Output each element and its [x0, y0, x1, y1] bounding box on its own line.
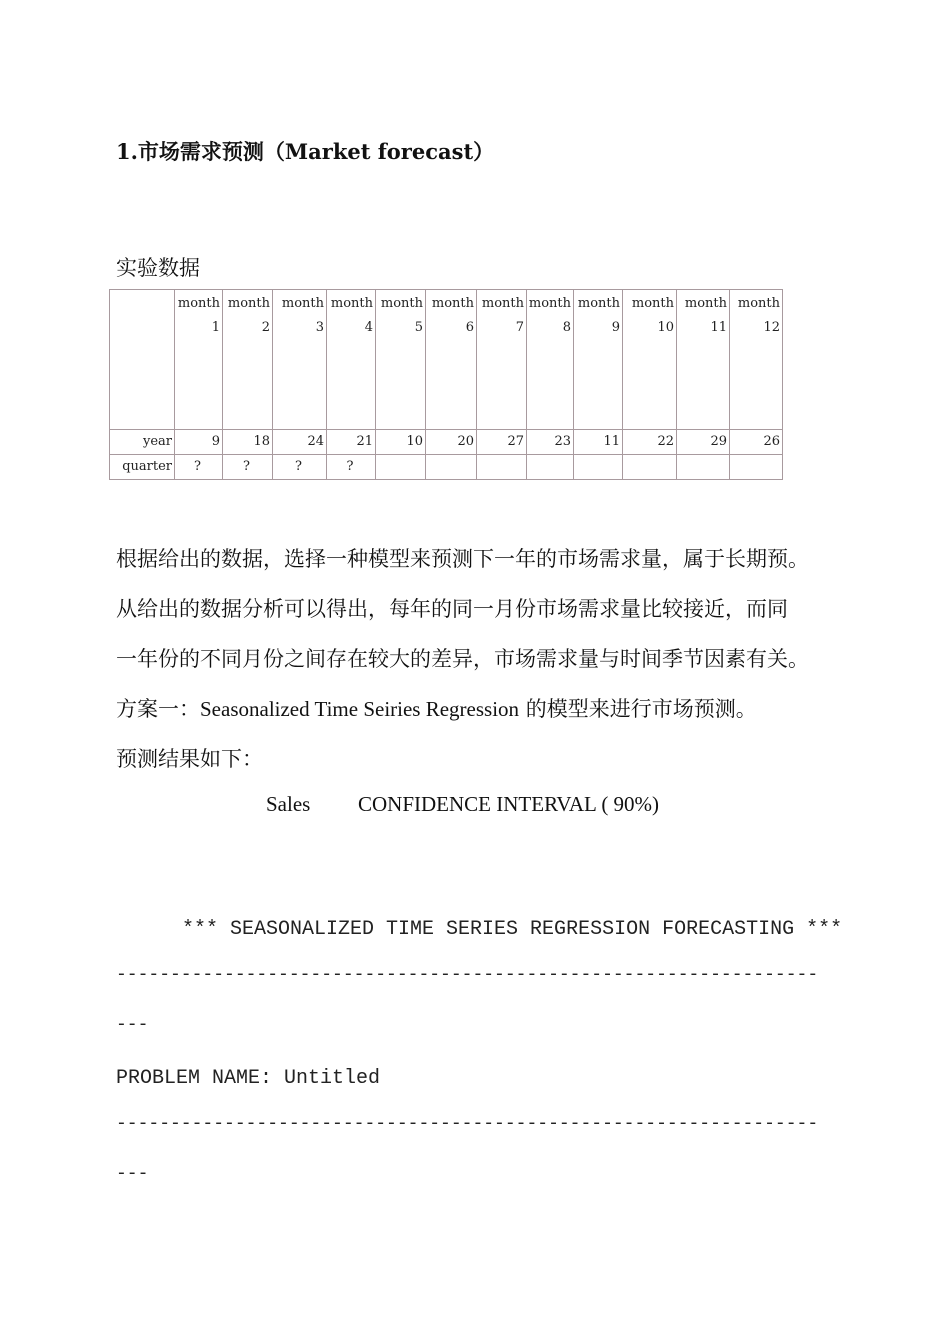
- year-value-cell: 21: [327, 430, 376, 455]
- output-rule-2: -----------------------------------------------------------------: [116, 1114, 819, 1134]
- confidence-interval-label: CONFIDENCE INTERVAL ( 90%): [358, 792, 660, 816]
- quarter-value-cell: [574, 455, 623, 480]
- year-value-cell: 26: [730, 430, 783, 455]
- month-header-cell: month 3: [273, 290, 327, 430]
- quarter-value-cell: ?: [327, 455, 376, 480]
- paragraph-results-intro: 预测结果如下：: [116, 747, 263, 771]
- paragraph-plan-one: 方案一：Seasonalized Time Seiries Regression 的模型来进行市场预测。: [116, 697, 757, 721]
- year-row: [110, 430, 783, 455]
- quarter-value-cell: [730, 455, 783, 480]
- section-heading: 1.市场需求预测（Market forecast）: [116, 139, 495, 164]
- quarter-value-cell: ?: [273, 455, 327, 480]
- year-value-cell: 29: [677, 430, 730, 455]
- header-corner-cell: [110, 290, 175, 430]
- demand-data-table: [109, 289, 783, 480]
- month-header-cell: month 9: [574, 290, 623, 430]
- quarter-row: [110, 455, 783, 480]
- table-header-row: [110, 290, 783, 430]
- output-rule-2-tail: ---: [116, 1164, 149, 1184]
- experiment-data-label: 实验数据: [116, 256, 200, 280]
- quarter-value-cell: [527, 455, 574, 480]
- year-value-cell: 10: [376, 430, 426, 455]
- output-rule-1-tail: ---: [116, 1015, 149, 1035]
- quarter-value-cell: [426, 455, 477, 480]
- year-label-cell: year: [110, 430, 175, 455]
- month-header-cell: month 10: [623, 290, 677, 430]
- paragraph-model-choice: 根据给出的数据，选择一种模型来预测下一年的市场需求量，属于长期预。: [116, 547, 809, 571]
- month-header-cell: month 2: [223, 290, 273, 430]
- year-value-cell: 24: [273, 430, 327, 455]
- quarter-value-cell: [677, 455, 730, 480]
- quarter-label-cell: quarter: [110, 455, 175, 480]
- year-value-cell: 20: [426, 430, 477, 455]
- quarter-value-cell: [376, 455, 426, 480]
- month-header-cell: month 12: [730, 290, 783, 430]
- year-value-cell: 27: [477, 430, 527, 455]
- month-header-cell: month 4: [327, 290, 376, 430]
- month-header-cell: month 5: [376, 290, 426, 430]
- month-header-cell: month 11: [677, 290, 730, 430]
- problem-name-line: PROBLEM NAME: Untitled: [116, 1067, 381, 1090]
- year-value-cell: 11: [574, 430, 623, 455]
- paragraph-analysis-2: 一年份的不同月份之间存在较大的差异，市场需求量与时间季节因素有关。: [116, 647, 809, 671]
- paragraph-analysis-1: 从给出的数据分析可以得出，每年的同一月份市场需求量比较接近，而同: [116, 597, 788, 621]
- month-header-cell: month 1: [175, 290, 223, 430]
- month-header-cell: month 8: [527, 290, 574, 430]
- year-value-cell: 9: [175, 430, 223, 455]
- quarter-value-cell: [477, 455, 527, 480]
- year-value-cell: 18: [223, 430, 273, 455]
- year-value-cell: 22: [623, 430, 677, 455]
- quarter-value-cell: ?: [223, 455, 273, 480]
- quarter-value-cell: [623, 455, 677, 480]
- year-value-cell: 23: [527, 430, 574, 455]
- forecast-output-title: *** SEASONALIZED TIME SERIES REGRESSION FORECASTING ***: [182, 918, 843, 941]
- sales-column-label: Sales: [266, 792, 311, 816]
- output-rule-1: -----------------------------------------------------------------: [116, 965, 819, 985]
- month-header-cell: month 6: [426, 290, 477, 430]
- quarter-value-cell: ?: [175, 455, 223, 480]
- month-header-cell: month 7: [477, 290, 527, 430]
